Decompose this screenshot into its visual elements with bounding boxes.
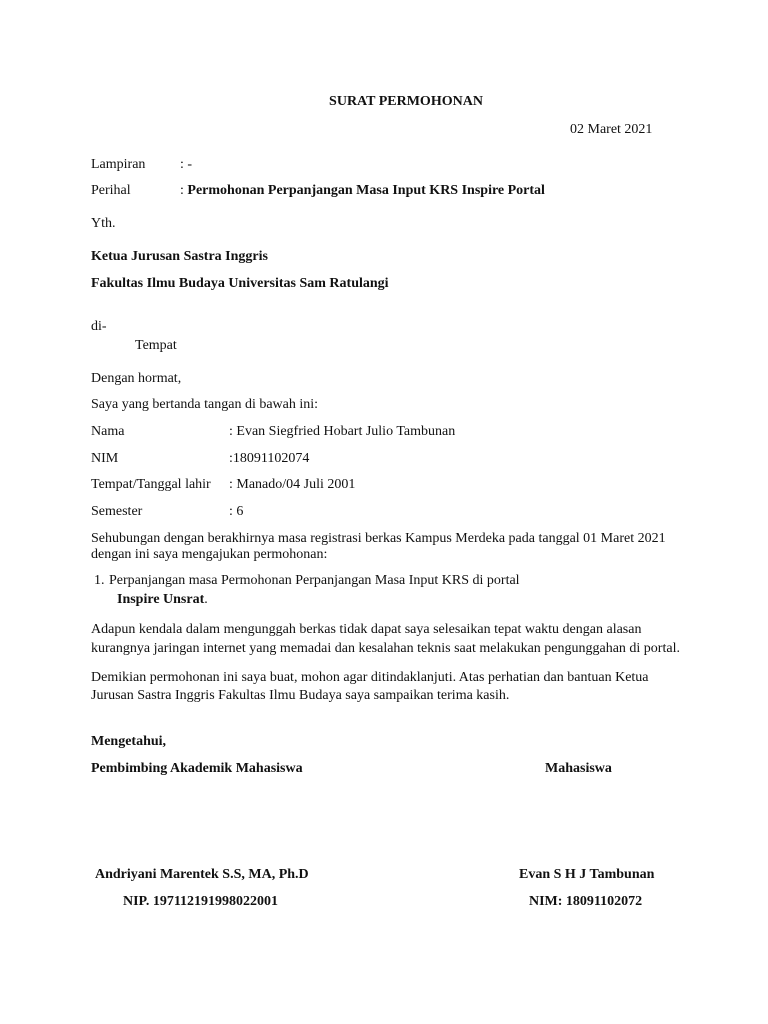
identity-label-ttl: Tempat/Tanggal lahir <box>91 477 211 492</box>
list-item-bold: Inspire Unsrat <box>117 592 205 607</box>
perihal-value <box>180 181 545 200</box>
paragraph-1-line-2: dengan ini saya mengajukan permohonan: <box>91 547 328 562</box>
signature-right-role: Mahasiswa <box>545 761 612 776</box>
letter-title: SURAT PERMOHONAN <box>329 94 483 109</box>
recipient-line-2: Fakultas Ilmu Budaya Universitas Sam Ratulangi <box>91 276 389 291</box>
perihal-colon: : <box>180 183 184 198</box>
list-item-text: Perpanjangan masa Permohonan Perpanjangan Masa Input KRS di portal <box>109 573 520 588</box>
identity-label-nama: Nama <box>91 424 125 439</box>
identity-value-nim: :18091102074 <box>229 451 310 466</box>
identity-value-semester: : 6 <box>229 504 244 519</box>
identity-value-ttl: : Manado/04 Juli 2001 <box>229 477 356 492</box>
letter-date: 02 Maret 2021 <box>570 122 653 137</box>
recipient-di: di- <box>91 319 107 334</box>
lampiran-label: Lampiran <box>91 157 146 172</box>
list-item-end: . <box>204 592 208 607</box>
lampiran-value: : - <box>180 157 193 172</box>
greeting: Dengan hormat, <box>91 371 182 386</box>
perihal-label: Perihal <box>91 183 131 198</box>
identity-value-nama: : Evan Siegfried Hobart Julio Tambunan <box>229 424 456 439</box>
list-item-number: 1. <box>94 573 105 588</box>
recipient-tempat: Tempat <box>135 338 177 353</box>
paragraph-3-line-1: Demikian permohonan ini saya buat, mohon agar ditindaklanjuti. Atas perhatian dan bantuan Ketua <box>91 670 649 685</box>
paragraph-3-line-2: Jurusan Sastra Inggris Fakultas Ilmu Budaya saya sampaikan terima kasih. <box>91 688 510 703</box>
paragraph-2-line-1: Adapun kendala dalam mengunggah berkas tidak dapat saya selesaikan tepat waktu dengan alasan <box>91 622 642 637</box>
identity-label-semester: Semester <box>91 504 143 519</box>
signature-left-name: Andriyani Marentek S.S, MA, Ph.D <box>95 867 309 882</box>
paragraph-2-line-2: kurangnya jaringan internet yang memadai dan kesalahan teknis saat melakukan pengunggahan di portal. <box>91 641 680 656</box>
signature-left-id: NIP. 197112191998022001 <box>123 894 279 909</box>
signature-left-role: Pembimbing Akademik Mahasiswa <box>91 761 303 776</box>
paragraph-1-line-1: Sehubungan dengan berakhirnya masa registrasi berkas Kampus Merdeka pada tanggal 01 Maret 2021 <box>91 531 666 546</box>
identity-label-nim: NIM <box>91 451 119 466</box>
perihal-subject: Permohonan Perpanjangan Masa Input KRS Inspire Portal <box>187 183 545 198</box>
list-item-continuation <box>117 590 208 609</box>
mengetahui-label: Mengetahui, <box>91 734 167 749</box>
intro-text: Saya yang bertanda tangan di bawah ini: <box>91 397 319 412</box>
recipient-line-1: Ketua Jurusan Sastra Inggris <box>91 249 268 264</box>
signature-right-name: Evan S H J Tambunan <box>519 867 655 882</box>
signature-right-id: NIM: 18091102072 <box>529 894 643 909</box>
yth-label: Yth. <box>91 216 116 231</box>
